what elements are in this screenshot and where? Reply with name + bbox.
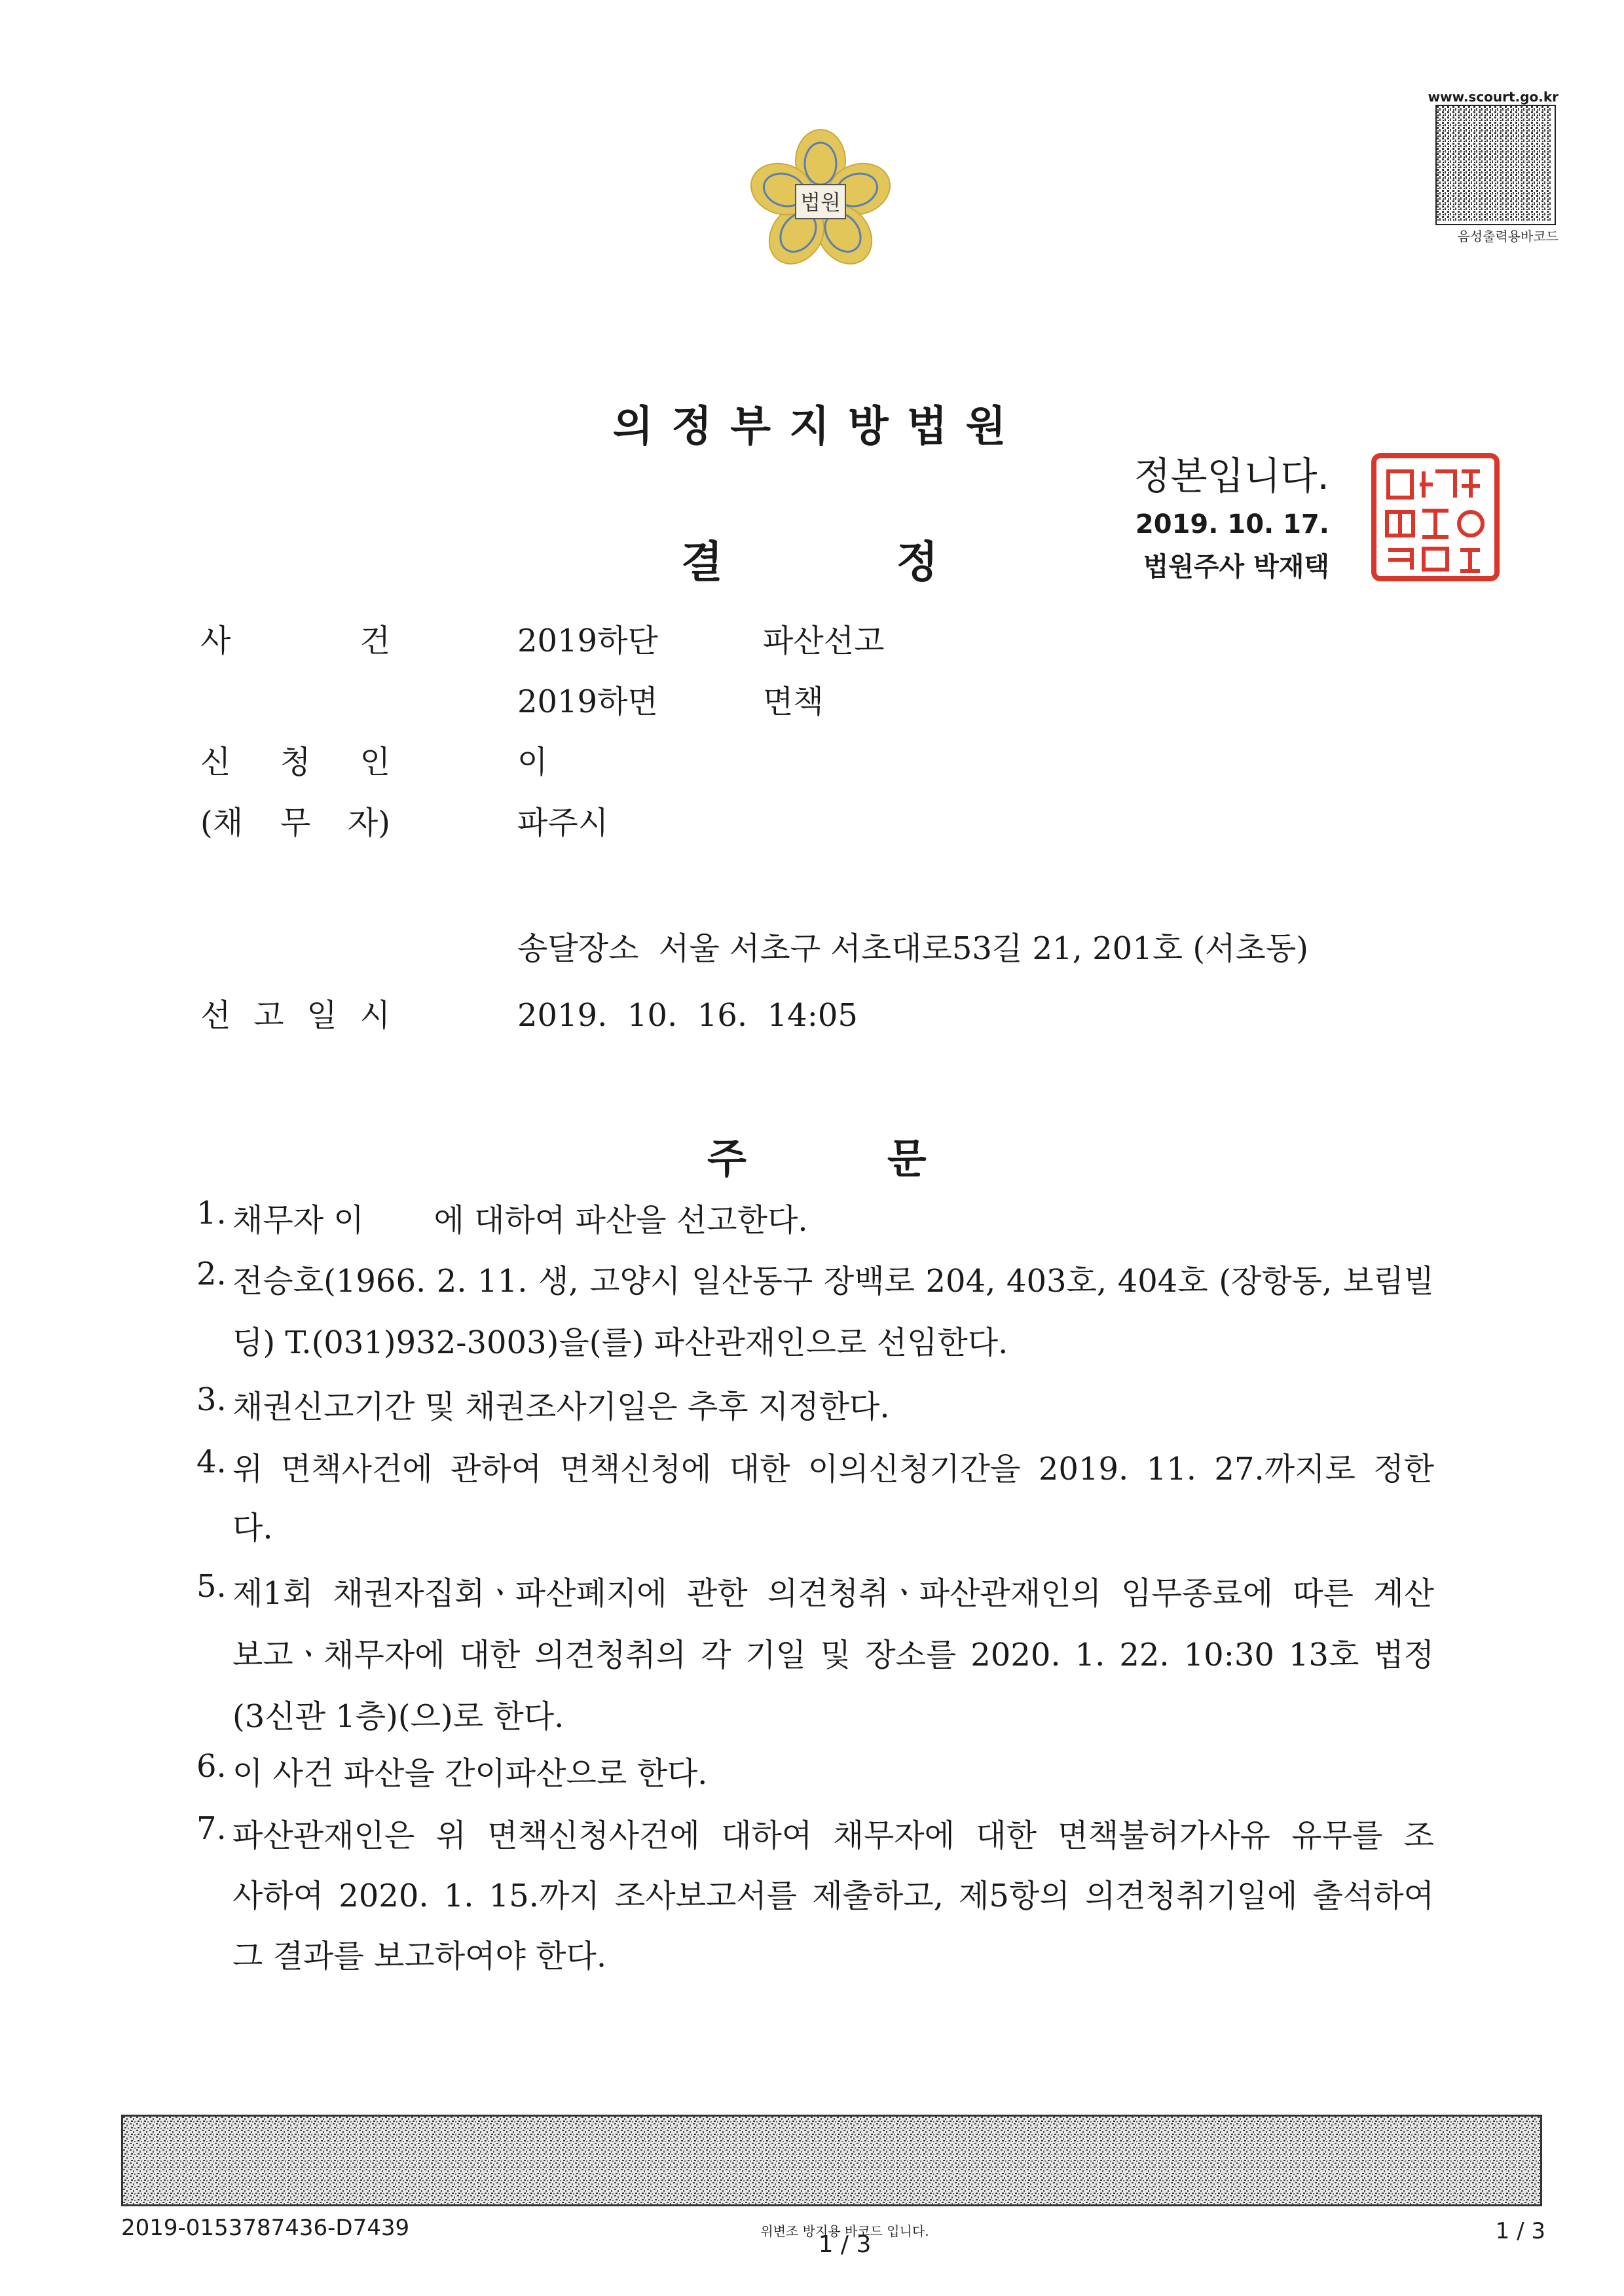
case-number-1: 2019하단	[517, 623, 658, 659]
certified-copy-text: 정본입니다.	[1134, 454, 1329, 498]
certification-clerk: 법원주사 박재택	[1143, 552, 1329, 582]
case-type-1: 파산선고	[763, 623, 885, 659]
qr-code-icon	[1437, 106, 1552, 221]
decision-datetime: 2019. 10. 16. 14:05	[517, 997, 858, 1034]
document-number: 2019-0153787436-D7439	[121, 2215, 410, 2241]
qr-url: www.scourt.go.kr	[1428, 89, 1559, 105]
applicant-name: 이	[517, 744, 548, 780]
page-number-right: 1 / 3	[1495, 2218, 1545, 2244]
emblem-text: 법원	[800, 190, 841, 215]
order-title: 주 문	[707, 1135, 927, 1182]
anti-forgery-caption: 위변조 방지용 바코드 입니다.	[760, 2223, 929, 2239]
voice-output-barcode	[1435, 105, 1556, 225]
decision-date-label: 선 고 일 시	[200, 997, 390, 1034]
case-type-2: 면책	[763, 683, 824, 720]
anti-forgery-barcode	[121, 2115, 1542, 2206]
certification-date: 2019. 10. 17.	[1135, 509, 1329, 539]
court-emblem-icon	[745, 124, 896, 275]
qr-caption: 음성출력용바코드	[1457, 228, 1559, 244]
page-number-center: 1 / 3	[818, 2231, 872, 2258]
debtor-address: 파주시	[517, 805, 609, 841]
document-title	[681, 527, 938, 589]
applicant-label: 신 청 인	[200, 744, 390, 780]
barcode-strip-icon	[123, 2117, 1540, 2204]
title-right: 정	[896, 537, 938, 587]
court-name: 의정부지방법원	[612, 403, 1025, 451]
case-number-2: 2019하면	[517, 683, 658, 720]
title-left: 결	[681, 537, 723, 587]
service-place: 송달장소 서울 서초구 서초대로53길 21, 201호 (서초동)	[517, 930, 1308, 967]
debtor-label: (채 무 자)	[200, 805, 390, 841]
court-seal	[1370, 452, 1501, 583]
case-label: 사 건	[200, 623, 390, 659]
seal-stamp-icon	[1370, 452, 1501, 583]
court-emblem	[745, 124, 896, 275]
